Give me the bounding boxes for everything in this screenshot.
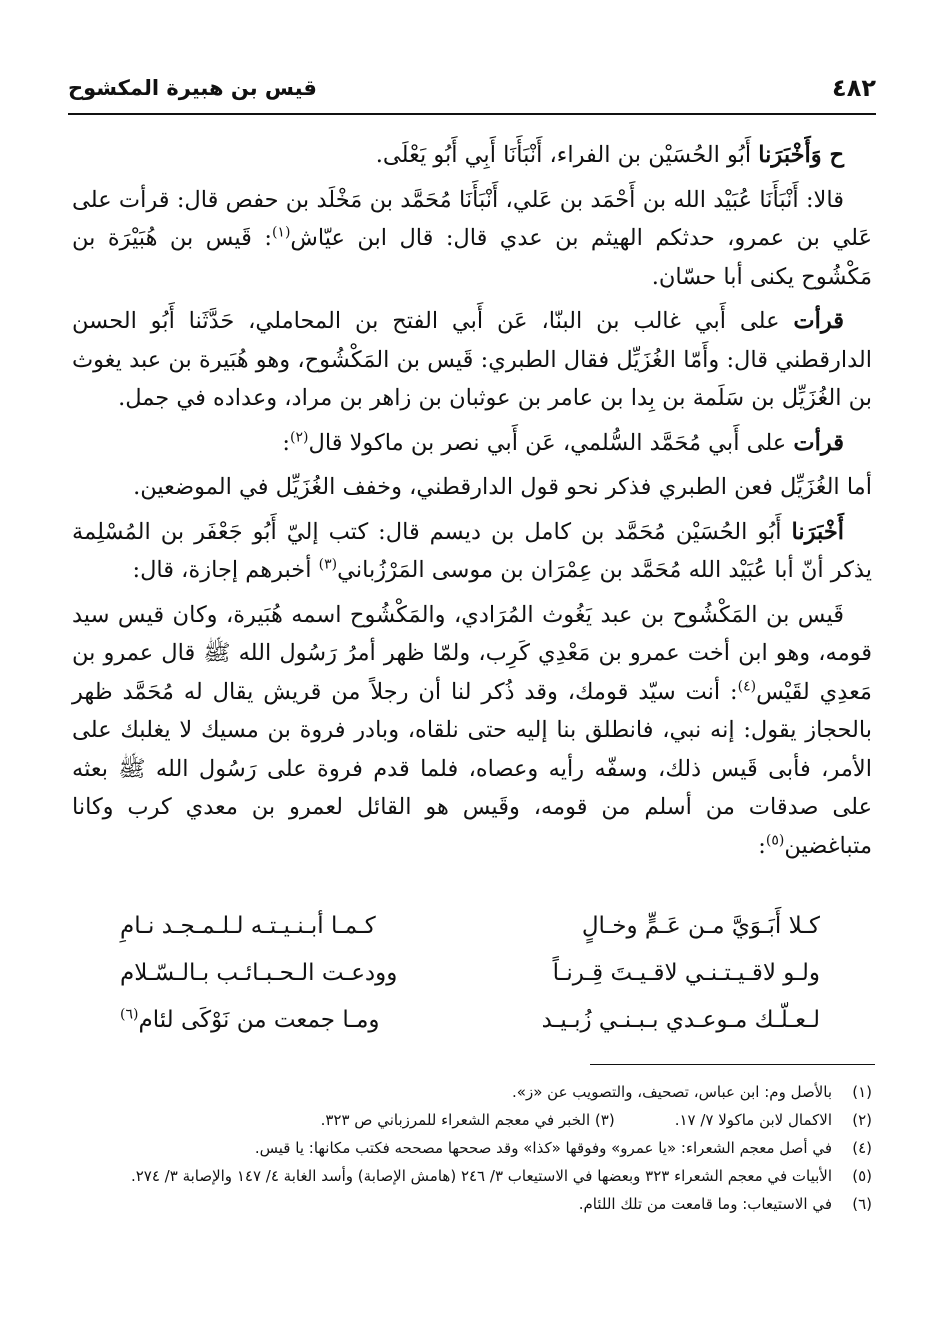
paragraph-6-text-b: أخبرهم إجازة، قال: bbox=[132, 557, 319, 583]
footnote-number: (٢) bbox=[852, 1111, 872, 1129]
main-text bbox=[72, 136, 872, 871]
paragraph-7-end: : bbox=[758, 832, 766, 859]
verse-1 bbox=[120, 902, 820, 949]
paragraph-2-text-b: : قَيس بن هُبَيْرَة بن مَكْشُوح يكنى أبا حسّان. bbox=[72, 225, 872, 290]
footnote-text: الأبيات في معجم الشعراء ٣٢٣ وبعضها في الاستيعاب ٣/ ٢٤٦ (هامش الإصابة) وأسد الغابة ٤/ ١٤٧ والإصابة ٣/ ٢٧٤. bbox=[130, 1167, 832, 1185]
footnote-text: في أصل معجم الشعراء: «يا عمرو» وفوقها «كذا» وقد صححها مصححه فكتب مكانها: يا قيس. bbox=[254, 1139, 832, 1157]
footnote-number: (١) bbox=[852, 1083, 872, 1101]
paragraph-4-lead: قرأت bbox=[793, 429, 844, 456]
poem bbox=[120, 902, 820, 1043]
verse-1-first-hemistich: كـلا أَبَـوَيَّ مـن عَـمٍّ وخـالٍ bbox=[581, 912, 820, 939]
footnote-ref-4[interactable]: (٤) bbox=[737, 678, 757, 694]
footnote-text bbox=[72, 1106, 832, 1134]
header-rule bbox=[68, 113, 876, 115]
footnote-ref-3[interactable]: (٣) bbox=[318, 556, 338, 573]
footnote-ref-1[interactable]: (١) bbox=[271, 224, 291, 241]
footnote-number: (٥) bbox=[852, 1167, 872, 1185]
verse-2-first-hemistich: ولـو لاقـيـتـنـي لاقـيـتَ قِـرنـاً bbox=[552, 959, 820, 986]
paragraph-7-text-b: : أنت سيّد قومك، وقد ذُكر لنا أن رجلاً من قريش يقال له مُحَمَّد ظهر بالحجاز يقول: إنه نبي، فانطلق بنا إليه حتى نلقاه، وبادر فروة بن مسيك لا يغلبك على الأمر، فأبى قَيس ذلك، وسفّه رأيه وعصاه، فلما قدم فروة على رَسُول الله ﷺ بعثه على صدقات من أسلم من قومه، وقَيس هو القائل لعمرو بن معدي كرب وكانا متباغضين bbox=[72, 678, 872, 859]
footnote-2-3 bbox=[72, 1106, 872, 1134]
paragraph-3 bbox=[72, 302, 872, 418]
footnote-1 bbox=[72, 1078, 872, 1106]
paragraph-6-lead: أَخْبَرَنا bbox=[791, 518, 844, 545]
paragraph-7-text-a: قَيس بن المَكْشُوح بن عبد يَغُوث المُرَادي، والمَكْشُوح اسمه هُبَيرة، وكان قيس سيد قومه، وهو ابن أخت عمرو بن مَعْدِي كَرِب، ولمّا ظهر أمرُ رَسُول الله ﷺ قال عمرو بن مَعدِي لقَيْس bbox=[72, 601, 872, 705]
verse-1-second-hemistich: كـمـا أبـنـيـتـه لـلـمـجـد نـامِ bbox=[120, 912, 376, 939]
footnote-3-text: الخبر في معجم الشعراء للمرزباني ص ٣٢٣. bbox=[320, 1111, 591, 1129]
footnote-ref-6[interactable]: (٦) bbox=[120, 1005, 139, 1022]
paragraph-1-text: أَبُو الحُسَيْن بن الفراء، أَنْبَأَنَا أَبِي أَبُو يَعْلَى. bbox=[375, 142, 759, 168]
running-title: قيس بن هبيرة المكشوح bbox=[68, 76, 317, 100]
footnote-2-text: الاكمال لابن ماكولا ٧/ ١٧. bbox=[674, 1111, 832, 1129]
page-number: ٤٨٢ bbox=[832, 74, 876, 102]
footnote-number: (٦) bbox=[852, 1195, 872, 1213]
verse-2-second-hemistich: وودعـت الـحـبـائـب بـالـسّـلام bbox=[120, 959, 398, 986]
paragraph-4-text: على أَبي مُحَمَّد السُّلمي، عَن أَبي نصر بن ماكولا قال bbox=[308, 429, 794, 456]
paragraph-2 bbox=[72, 181, 872, 297]
paragraph-6 bbox=[72, 513, 872, 590]
footnote-text: في الاستيعاب: وما قامعت من تلك اللئام. bbox=[578, 1195, 832, 1213]
footnote-3-number: (٣) bbox=[594, 1111, 615, 1129]
footnote-ref-5[interactable]: (٥) bbox=[765, 832, 785, 848]
footnote-number: (٤) bbox=[852, 1139, 872, 1157]
paragraph-7 bbox=[72, 596, 872, 866]
verse-2 bbox=[120, 949, 820, 996]
paragraph-5-text: أما الغُزَيِّل فعن الطبري فذكر نحو قول الدارقطني، وخفف الغُزَيِّل في الموضعين. bbox=[133, 474, 872, 500]
paragraph-1-lead: ح وَأَخْبَرَنا bbox=[758, 142, 844, 168]
footnotes bbox=[72, 1078, 872, 1218]
paragraph-3-lead: قرأت bbox=[793, 308, 844, 334]
footnote-ref-2[interactable]: (٢) bbox=[290, 429, 309, 445]
footnote-5 bbox=[72, 1162, 872, 1190]
footnote-4 bbox=[72, 1134, 872, 1162]
page-header bbox=[68, 66, 876, 110]
verse-3-second-hemistich bbox=[120, 1007, 450, 1033]
verse-3-second-hemistich-text: ومـا جمعت من نَوْكَى لئام bbox=[138, 1006, 380, 1033]
paragraph-4 bbox=[72, 424, 872, 463]
paragraph-6-text-a: أَبُو الحُسَيْن مُحَمَّد بن كامل بن ديسم قال: كتب إليّ أَبُو جَعْفَر بن المُسْلِمة يذكر أنّ أبا عُبَيْد الله مُحَمَّد بن عِمْرَان بن موسى المَرْزُباني bbox=[72, 518, 872, 583]
paragraph-5 bbox=[72, 468, 872, 507]
paragraph-3-text: على أَبي غالب بن البنّا، عَن أَبي الفتح بن المحاملي، حَدَّثَنا أَبُو الحسن الدارقطني قال: وأَمّا الغُزَيِّل فقال الطبري: قَيس بن المَكْشُوح، وهو هُبَيرة بن عبد يغوث بن الغُزَيِّل بن سَلَمة بن بِدا بن عامر بن عوثبان بن زاهر بن مراد، وعداده في جمل. bbox=[72, 308, 872, 411]
footnote-separator bbox=[590, 1064, 875, 1065]
paragraph-4-end: : bbox=[282, 429, 291, 456]
verse-3 bbox=[120, 996, 820, 1043]
paragraph-1 bbox=[72, 136, 872, 175]
paragraph-2-text-a: قالا: أَنْبَأَنَا عُبَيْد الله بن أَحْمَد بن عَلي، أَنْبَأَنَا مُحَمَّد بن مَخْلَد بن حفص قال: قرأت على عَلي بن عمرو، حدثكم الهيثم بن عدي قال: قال ابن عيّاش bbox=[72, 186, 872, 251]
verse-3-first-hemistich: لـعـلّـك مـوعـدي بـبـنـي زُبـيـد bbox=[541, 1006, 820, 1033]
footnote-text: بالأصل وم: ابن عباس، تصحيف، والتصويب عن «ز». bbox=[512, 1083, 832, 1101]
footnote-6 bbox=[72, 1190, 872, 1218]
